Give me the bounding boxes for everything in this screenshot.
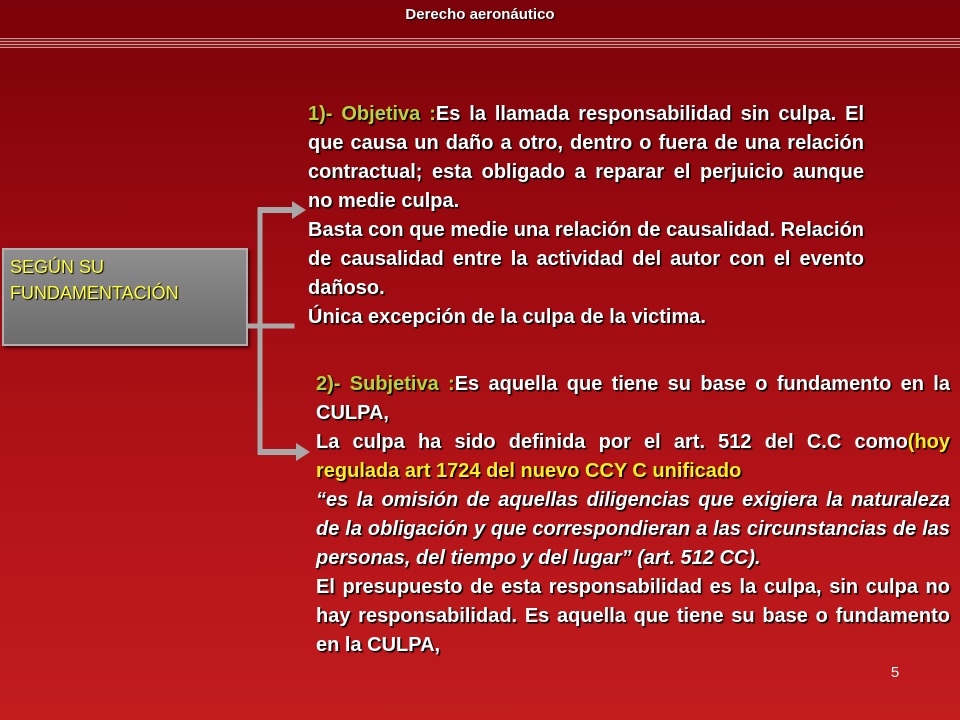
objetiva-text-c: Única excepción de la culpa de la victima. [308, 306, 706, 328]
section-objetiva [308, 100, 864, 332]
header-title: Derecho aeronáutico [405, 6, 555, 23]
section-subjetiva [316, 370, 950, 660]
objetiva-heading: 1)- Objetiva : [308, 103, 436, 125]
subjetiva-text-c: El presupuesto de esta responsabilidad es la culpa, sin culpa no hay responsabilidad. Es aquella que tiene su base o fundamento en la CULPA, [316, 576, 950, 656]
arrow-top-icon [258, 201, 306, 219]
subjetiva-highlight: (hoy regulada art 1724 del nuevo CCY C unificado [316, 431, 950, 482]
subjetiva-heading: 2)- Subjetiva : [316, 373, 455, 395]
arrow-bottom-icon [258, 443, 310, 461]
side-label-line2: FUNDAMENTACIÓN [10, 283, 179, 303]
subjetiva-text-a: Es aquella que tiene su base o fundamento en la CULPA, [316, 373, 950, 424]
side-label-line1: SEGÚN SU [10, 257, 105, 277]
subjetiva-text-b: La culpa ha sido definida por el art. 512 del C.C como [316, 431, 908, 453]
objetiva-paragraph-1 [308, 100, 864, 216]
page-number: 5 [890, 664, 900, 681]
objetiva-text-a: Es la llamada responsabilidad sin culpa. El que causa un daño a otro, dentro o fuera de una relación contractual; esta obligado a reparar el perjuicio aunque no medie culpa. [308, 103, 864, 212]
objetiva-text-b: Basta con que medie una relación de causalidad. Relación de causalidad entre la actividad del autor con el evento dañoso. [308, 219, 864, 299]
subjetiva-quote: “es la omisión de aquellas diligencias que exigiera la naturaleza de la obligación y que correspondieran a las circunstancias de las personas, del tiempo y del lugar” (art. 512 CC). [316, 489, 950, 569]
subjetiva-paragraph-2 [316, 428, 950, 486]
subjetiva-paragraph-1 [316, 370, 950, 428]
bracket-connector [0, 0, 320, 470]
